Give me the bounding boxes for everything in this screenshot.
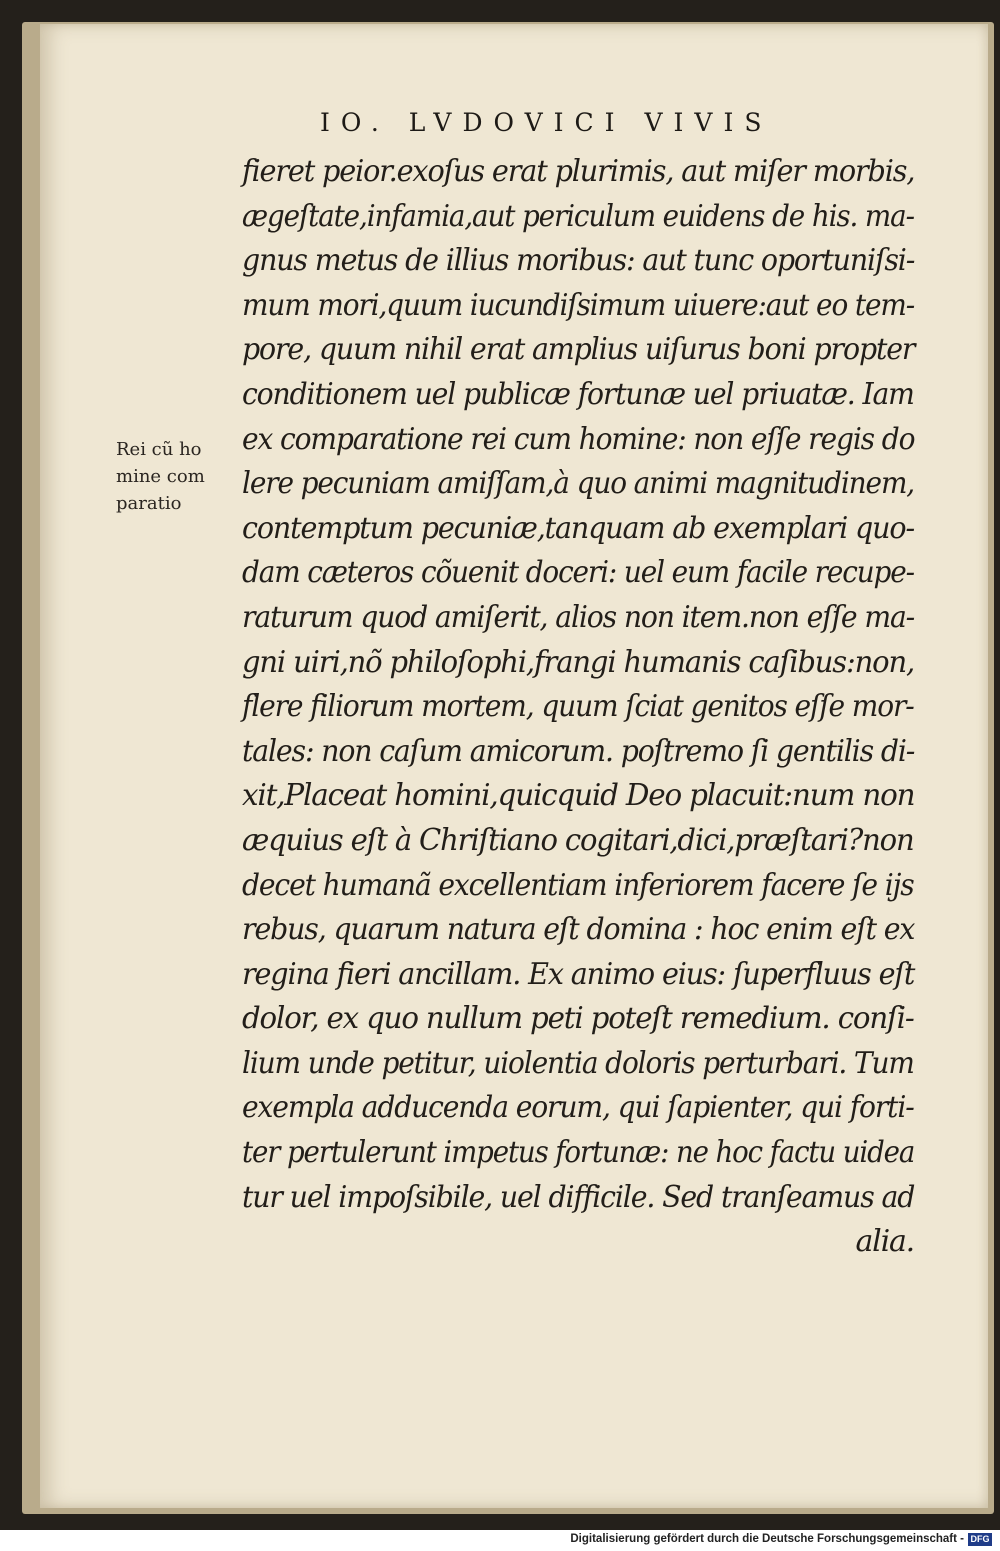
funding-credit: Digitalisierung gefördert durch die Deutsche Forschungsgemeinschaft - — [570, 1533, 964, 1545]
text-line: raturum quod amiſerit, alios non item.non eſſe ma- — [242, 599, 915, 635]
text-line: lere pecuniam amiſſam,à quo animi magnitudinem, — [242, 466, 915, 502]
text-line: exempla adducenda eorum, qui ſapienter, qui forti- — [242, 1090, 914, 1126]
text-line: alia. — [855, 1224, 914, 1260]
text-line: rebus, quarum natura eſt domina : hoc enim eſt ex — [242, 912, 915, 948]
text-line: contemptum pecuniæ,tanquam ab exemplari quo- — [242, 510, 914, 546]
text-line: conditionem uel publicæ fortunæ uel priuatæ. Iam — [242, 376, 914, 412]
marginal-note-line: Rei cũ ho — [116, 439, 202, 460]
body-text — [242, 150, 914, 1265]
text-line: tales: non caſum amicorum. poſtremo ſi gentilis di- — [242, 733, 915, 769]
text-line: pore, quum nihil erat amplius uiſurus boni propter — [242, 332, 915, 368]
marginal-note-line: paratio — [116, 493, 182, 514]
text-line: fieret peior.exoſus erat plurimis, aut miſer morbis, — [242, 154, 915, 189]
text-line: mum mori,quum iucundiſsimum uiuere:aut eo tem- — [242, 287, 915, 323]
dfg-logo: DFG — [968, 1533, 992, 1546]
text-line: ægeſtate,infamia,aut periculum euidens de his. ma- — [242, 198, 914, 234]
text-line: tur uel impoſsibile, uel difficile. Sed tranſeamus ad — [242, 1179, 915, 1215]
text-line: gni uiri,nõ philoſophi,frangi humanis caſibus:non, — [242, 644, 915, 680]
text-line: ex comparatione rei cum homine: non eſſe regis do — [242, 421, 915, 457]
text-line: dolor, ex quo nullum peti poteſt remedium. conſi- — [242, 1001, 914, 1037]
text-line: æquius eſt à Chriſtiano cogitari,dici,præſtari?non — [242, 822, 914, 858]
text-line: gnus metus de illius moribus: aut tunc oportuniſsi- — [242, 243, 915, 279]
footer-bar — [0, 1530, 1000, 1551]
text-line: xit,Placeat homini,quicquid Deo placuit:num non — [242, 778, 915, 814]
text-line: lium unde petitur, uiolentia doloris perturbari. Tum — [242, 1045, 914, 1081]
text-line: dam cæteros cõuenit doceri: uel eum facile recupe- — [242, 555, 914, 591]
text-line: flere filiorum mortem, quum ſciat genitos eſſe mor- — [242, 689, 914, 725]
text-line: decet humanã excellentiam inferiorem facere ſe ijs — [242, 867, 914, 903]
text-line: ter pertulerunt impetus fortunæ: ne hoc factu uidea — [242, 1135, 915, 1171]
text-line: regina fieri ancillam. Ex animo eius: ſuperfluus eſt — [242, 956, 915, 992]
marginal-note-line: mine com — [116, 466, 205, 487]
running-head: IO. LVDOVICI VIVIS — [320, 108, 773, 137]
marginal-note — [116, 436, 236, 517]
